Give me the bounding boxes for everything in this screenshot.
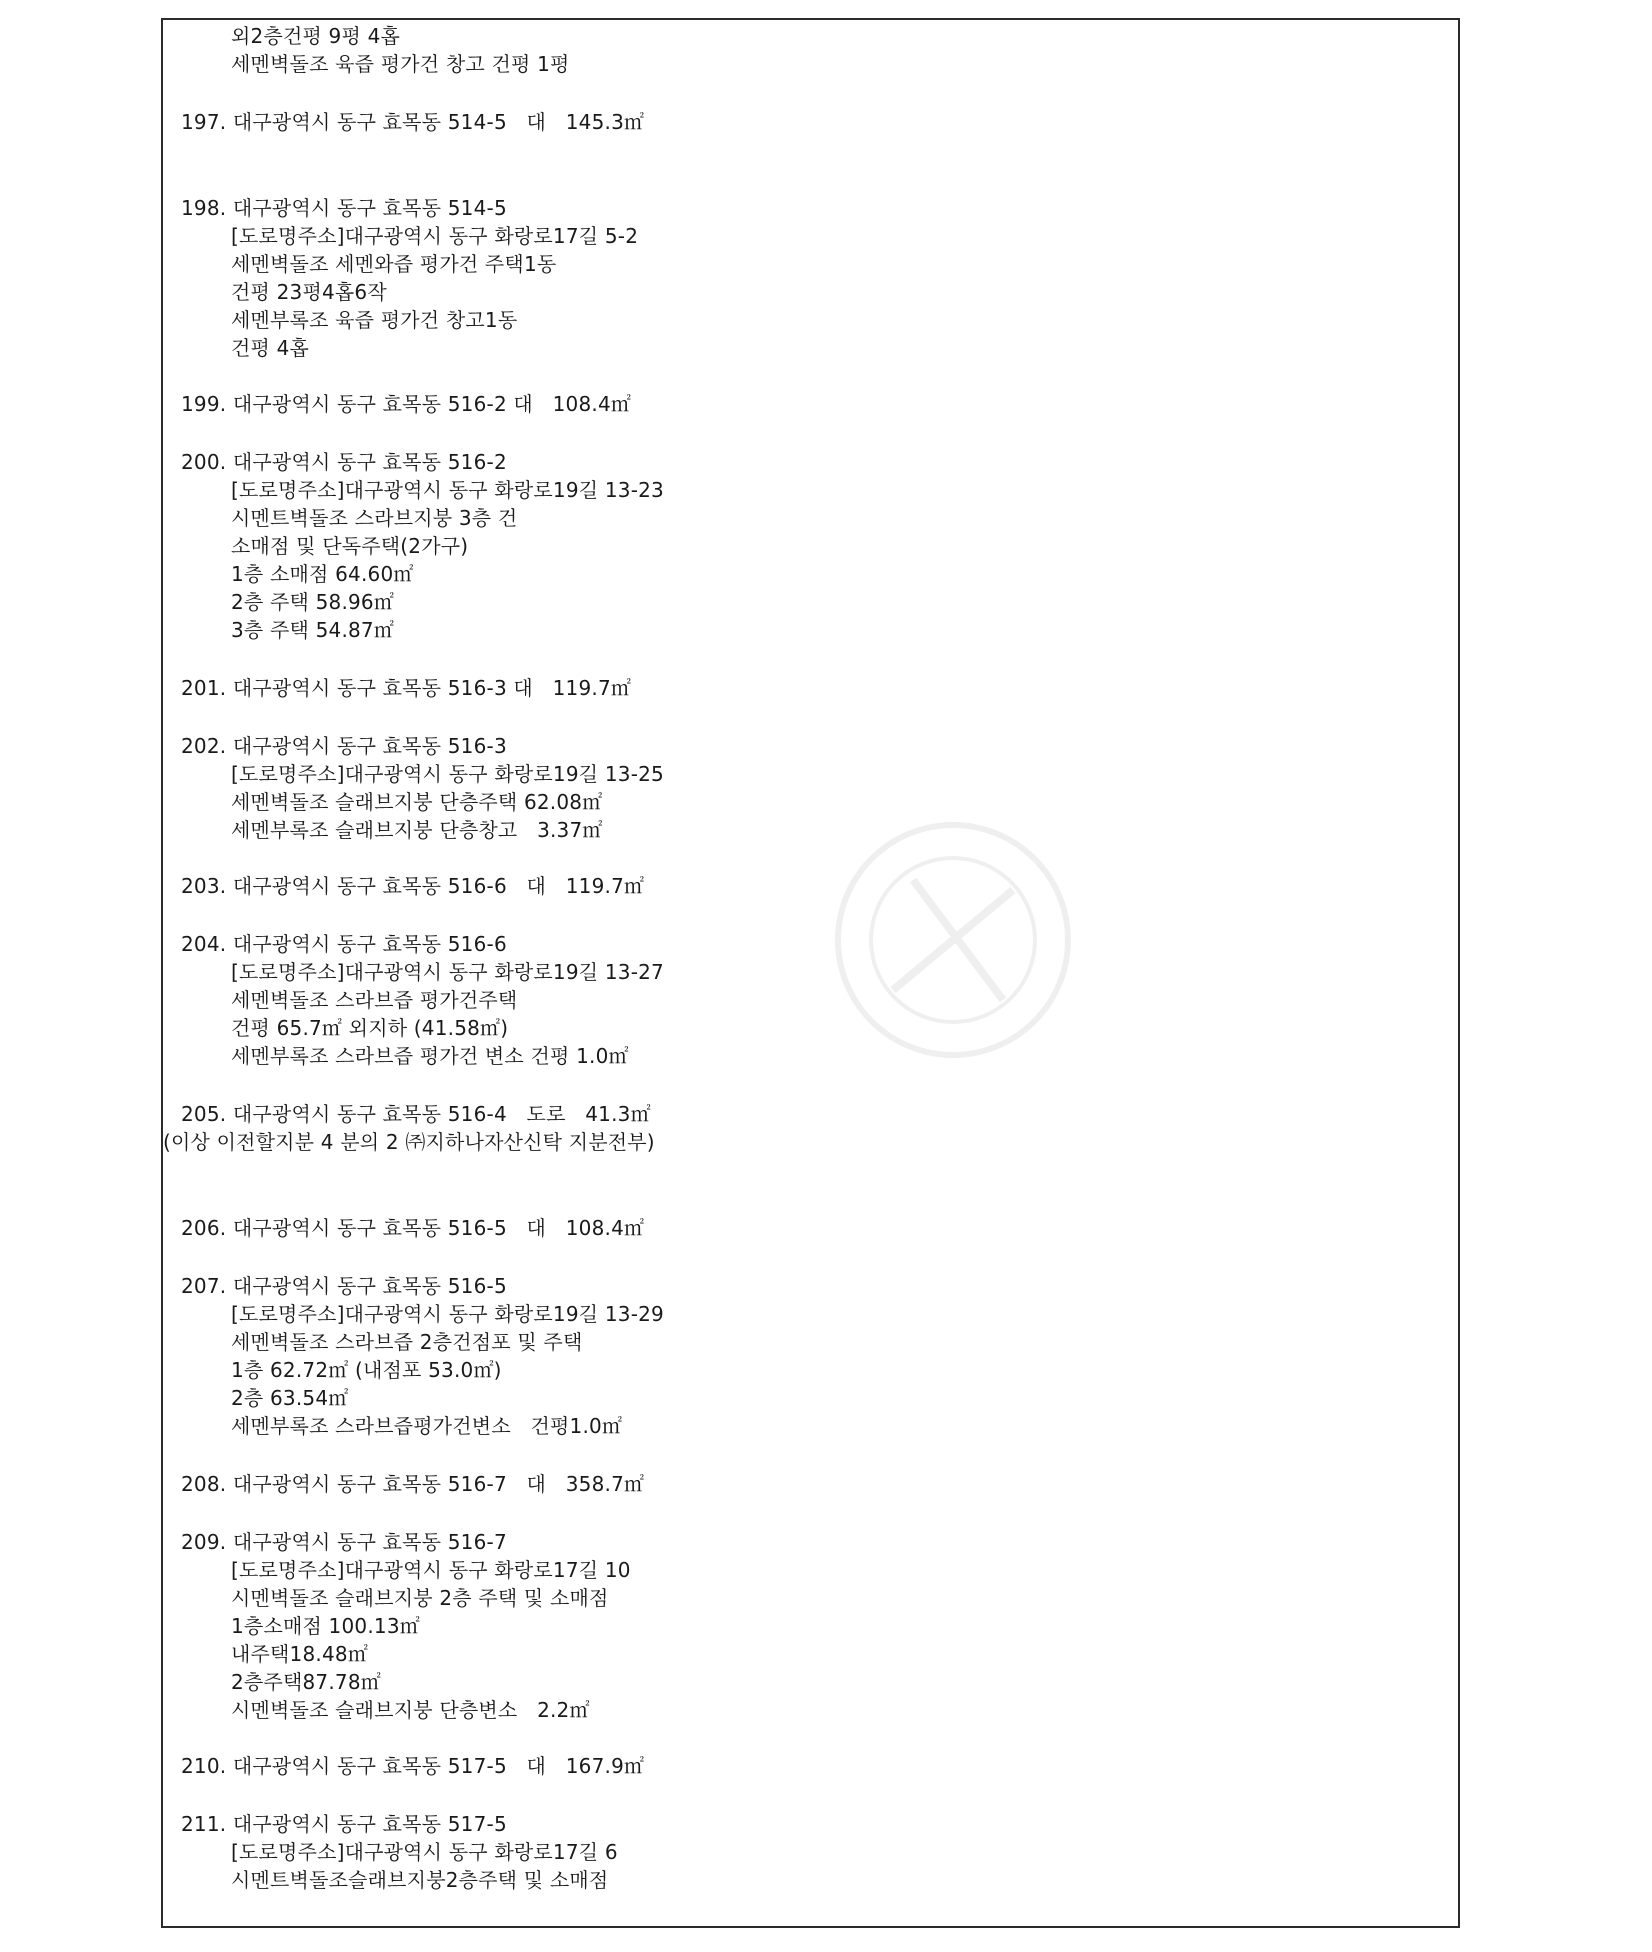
text-line: 소매점 및 단독주택(2가구) bbox=[231, 534, 469, 558]
text-line: (이상 이전할지분 4 분의 2 ㈜지하나자산신탁 지분전부) bbox=[163, 1130, 655, 1154]
text-line: 내주택18.48㎡ bbox=[231, 1642, 369, 1666]
text-line: [도로명주소]대구광역시 동구 화랑로17길 10 bbox=[231, 1558, 631, 1582]
text-line: 세멘벽돌조 스라브즙 2층건점포 및 주택 bbox=[231, 1330, 583, 1354]
text-line: 외2층건평 9평 4홉 bbox=[231, 24, 401, 48]
text-line: 건평 23평4홉6작 bbox=[231, 280, 387, 304]
text-line: 206. 대구광역시 동구 효목동 516-5 대 108.4㎡ bbox=[181, 1216, 645, 1240]
text-line: [도로명주소]대구광역시 동구 화랑로19길 13-29 bbox=[231, 1302, 664, 1326]
text-line: 2층주택87.78㎡ bbox=[231, 1670, 381, 1694]
text-line: 2층 주택 58.96㎡ bbox=[231, 590, 395, 614]
text-line: 시멘벽돌조 슬래브지붕 2층 주택 및 소매점 bbox=[231, 1586, 609, 1610]
text-line: 205. 대구광역시 동구 효목동 516-4 도로 41.3㎡ bbox=[181, 1102, 651, 1126]
document-body bbox=[163, 20, 1458, 1926]
text-line: 세멘벽돌조 스라브즙 평가건주택 bbox=[231, 988, 518, 1012]
text-line: [도로명주소]대구광역시 동구 화랑로17길 5-2 bbox=[231, 224, 639, 248]
text-line: 세멘부록조 스라브즙평가건변소 건평1.0㎡ bbox=[231, 1414, 623, 1438]
text-line: [도로명주소]대구광역시 동구 화랑로19길 13-27 bbox=[231, 960, 664, 984]
text-line: 202. 대구광역시 동구 효목동 516-3 bbox=[181, 734, 507, 758]
text-line: 세멘부록조 슬래브지붕 단층창고 3.37㎡ bbox=[231, 818, 603, 842]
text-line: 201. 대구광역시 동구 효목동 516-3 대 119.7㎡ bbox=[181, 676, 632, 700]
text-line: 1층소매점 100.13㎡ bbox=[231, 1614, 420, 1638]
text-line: 199. 대구광역시 동구 효목동 516-2 대 108.4㎡ bbox=[181, 392, 632, 416]
text-line: [도로명주소]대구광역시 동구 화랑로17길 6 bbox=[231, 1840, 618, 1864]
text-line: [도로명주소]대구광역시 동구 화랑로19길 13-23 bbox=[231, 478, 664, 502]
text-line: 1층 소매점 64.60㎡ bbox=[231, 562, 414, 586]
text-line: 209. 대구광역시 동구 효목동 516-7 bbox=[181, 1530, 507, 1554]
text-line: 세멘벽돌조 육즙 평가건 창고 건평 1평 bbox=[231, 52, 570, 76]
text-line: 세멘벽돌조 슬래브지붕 단층주택 62.08㎡ bbox=[231, 790, 603, 814]
text-line: 207. 대구광역시 동구 효목동 516-5 bbox=[181, 1274, 507, 1298]
text-line: 건평 4홉 bbox=[231, 336, 310, 360]
text-line: 203. 대구광역시 동구 효목동 516-6 대 119.7㎡ bbox=[181, 874, 645, 898]
text-line: 208. 대구광역시 동구 효목동 516-7 대 358.7㎡ bbox=[181, 1472, 645, 1496]
text-line: 세멘부록조 육즙 평가건 창고1동 bbox=[231, 308, 518, 332]
text-line: 200. 대구광역시 동구 효목동 516-2 bbox=[181, 450, 507, 474]
text-line: 204. 대구광역시 동구 효목동 516-6 bbox=[181, 932, 507, 956]
text-line: 3층 주택 54.87㎡ bbox=[231, 618, 395, 642]
text-line: 211. 대구광역시 동구 효목동 517-5 bbox=[181, 1812, 507, 1836]
text-line: 210. 대구광역시 동구 효목동 517-5 대 167.9㎡ bbox=[181, 1754, 645, 1778]
document-page bbox=[161, 18, 1460, 1928]
text-line: 시멘트벽돌조 스라브지붕 3층 건 bbox=[231, 506, 518, 530]
text-line: 건평 65.7㎡ 외지하 (41.58㎡) bbox=[231, 1016, 509, 1040]
text-line: 세멘부록조 스라브즙 평가건 변소 건평 1.0㎡ bbox=[231, 1044, 629, 1068]
text-line: 198. 대구광역시 동구 효목동 514-5 bbox=[181, 196, 507, 220]
text-line: [도로명주소]대구광역시 동구 화랑로19길 13-25 bbox=[231, 762, 664, 786]
watermark-seal-icon bbox=[803, 790, 1103, 1090]
text-line: 197. 대구광역시 동구 효목동 514-5 대 145.3㎡ bbox=[181, 110, 645, 134]
text-line: 세멘벽돌조 세멘와즙 평가건 주택1동 bbox=[231, 252, 557, 276]
text-line: 시멘트벽돌조슬래브지붕2층주택 및 소매점 bbox=[231, 1868, 609, 1892]
text-line: 1층 62.72㎡ (내점포 53.0㎡) bbox=[231, 1358, 502, 1382]
text-line: 2층 63.54㎡ bbox=[231, 1386, 349, 1410]
text-line: 시멘벽돌조 슬래브지붕 단층변소 2.2㎡ bbox=[231, 1698, 590, 1722]
